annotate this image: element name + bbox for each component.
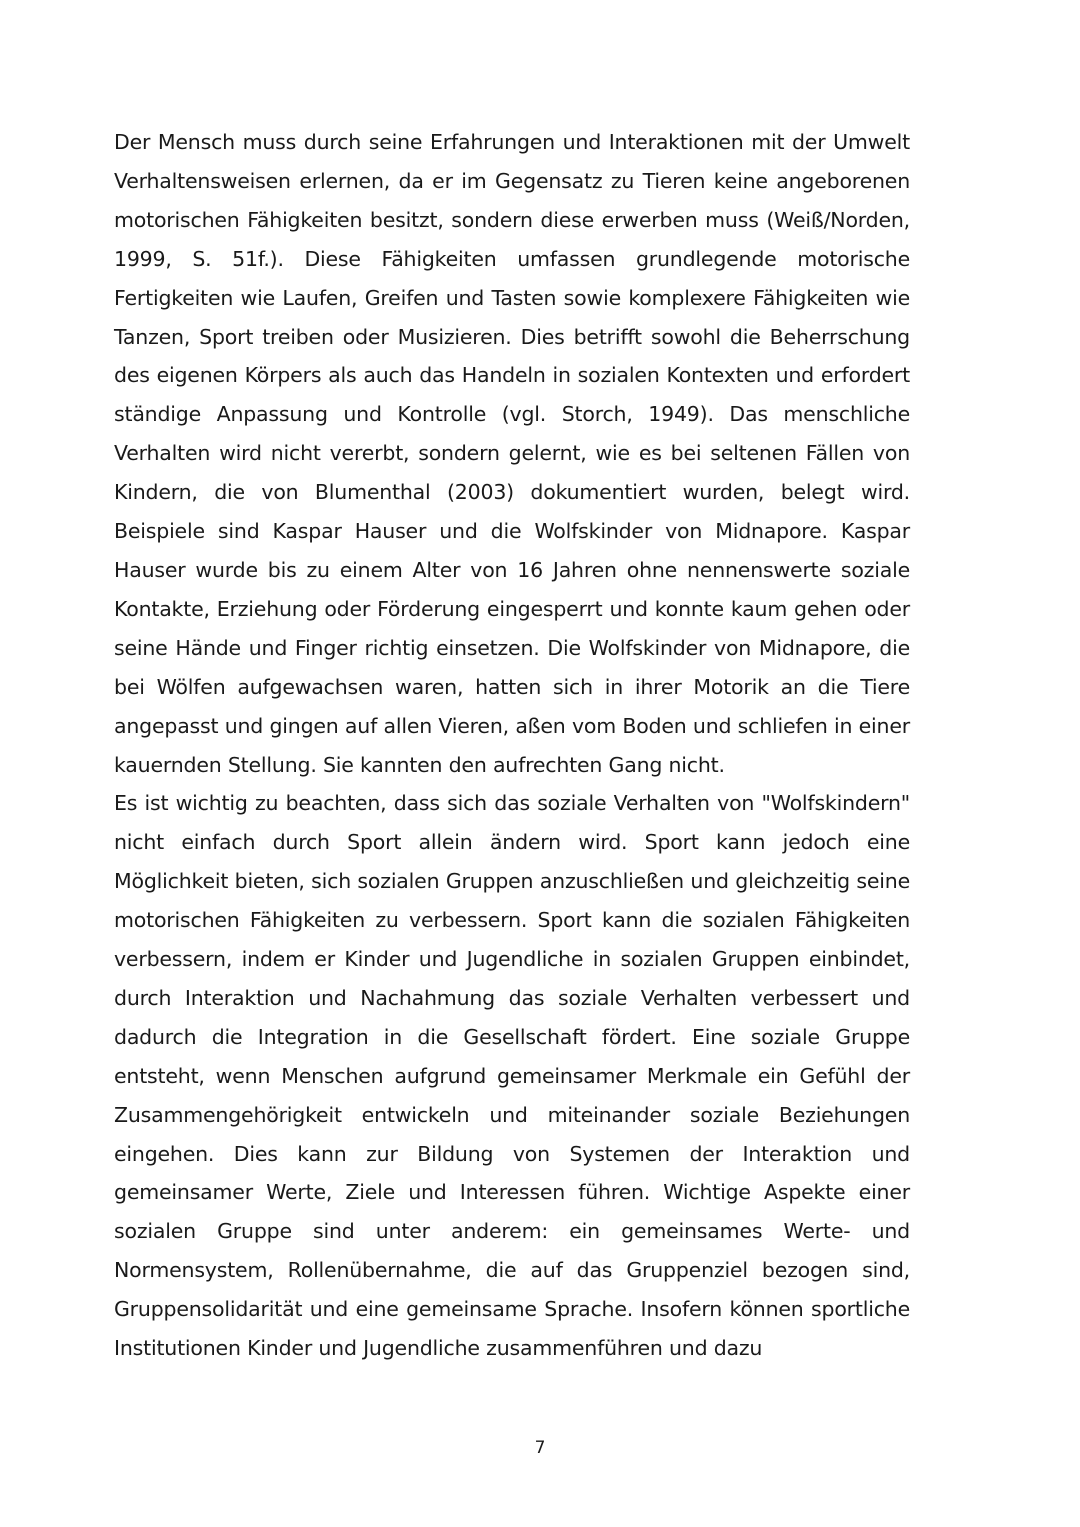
paragraph-1: Der Mensch muss durch seine Erfahrungen und Interaktionen mit der Umwelt Verhaltensweisen erlernen, da er im Gegensatz zu Tieren keine angeborenen motorischen Fähigkeiten besitzt, sondern diese erwerben muss (Weiß/Norden, 1999, S. 51f.). Diese Fähigkeiten umfassen grundlegende motorische Fertigkeiten wie Laufen, Greifen und Tasten sowie komplexere Fähigkeiten wie Tanzen, Sport treiben oder Musizieren. Dies betrifft sowohl die Beherrschung des eigenen Körpers als auch das Handeln in sozialen Kontexten und erfordert ständige Anpassung und Kontrolle (vgl. Storch, 1949). Das menschliche Verhalten wird nicht vererbt, sondern gelernt, wie es bei seltenen Fällen von Kindern, die von Blumenthal (2003) dokumentiert wurden, belegt wird. Beispiele sind Kaspar Hauser und die Wolfskinder von Midnapore. Kaspar Hauser wurde bis zu einem Alter von 16 Jahren ohne nennenswerte soziale Kontakte, Erziehung oder Förderung eingesperrt und konnte kaum gehen oder seine Hände und Finger richtig einsetzen. Die Wolfskinder von Midnapore, die bei Wölfen aufgewachsen waren, hatten sich in ihrer Motorik an die Tiere angepasst und gingen auf allen Vieren, aßen vom Boden und schliefen in einer kauernden Stellung. Sie kannten den aufrechten Gang nicht. bbox=[114, 130, 910, 777]
body-text bbox=[114, 123, 910, 1368]
page-number: 7 bbox=[534, 1438, 546, 1458]
paragraph-2: Es ist wichtig zu beachten, dass sich das soziale Verhalten von "Wolfskindern" nicht einfach durch Sport allein ändern wird. Sport kann jedoch eine Möglichkeit bieten, sich sozialen Gruppen anzuschließen und gleichzeitig seine motorischen Fähigkeiten zu verbessern. Sport kann die sozialen Fähigkeiten verbessern, indem er Kinder und Jugendliche in sozialen Gruppen einbindet, durch Interaktion und Nachahmung das soziale Verhalten verbessert und dadurch die Integration in die Gesellschaft fördert. Eine soziale Gruppe entsteht, wenn Menschen aufgrund gemeinsamer Merkmale ein Gefühl der Zusammengehörigkeit entwickeln und miteinander soziale Beziehungen eingehen. Dies kann zur Bildung von Systemen der Interaktion und gemeinsamer Werte, Ziele und Interessen führen. Wichtige Aspekte einer sozialen Gruppe sind unter anderem: ein gemeinsames Werte- und Normensystem, Rollenübernahme, die auf das Gruppenziel bezogen sind, Gruppensolidarität und eine gemeinsame Sprache. Insofern können sportliche Institutionen Kinder und Jugendliche zusammenführen und dazu bbox=[114, 791, 910, 1361]
